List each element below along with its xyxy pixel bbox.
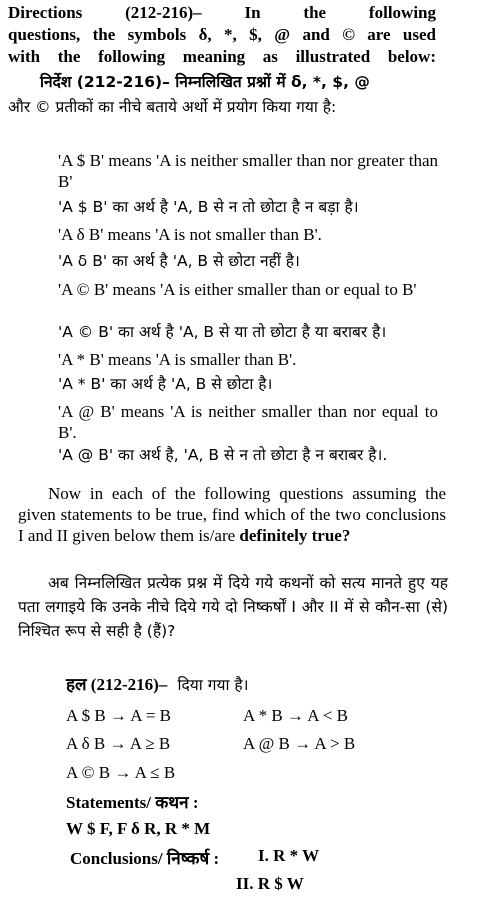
directions-hi-line-2: और © प्रतीकों का नीचे बताये अर्थो में प्रयोग किया गया है: bbox=[8, 98, 337, 116]
conclusion-2: II. R $ W bbox=[236, 874, 304, 893]
definition-en: 'A * B' means 'A is smaller than B'. bbox=[58, 350, 297, 369]
mapping-item: A $ B → A = B bbox=[66, 706, 172, 725]
mapping-item: A © B → A ≤ B bbox=[66, 763, 176, 782]
definition-en: 'A δ B' means 'A is not smaller than B'. bbox=[58, 225, 322, 244]
definition-en: 'A @ B' means 'A is neither smaller than nor equal to B'. bbox=[58, 402, 438, 442]
directions-hi-line-1: निर्देश (212-216)– निम्नलिखित प्रश्नों में δ, *, $, @ bbox=[40, 73, 370, 91]
definition-en: 'A $ B' means 'A is neither smaller than nor greater than B' bbox=[58, 151, 438, 191]
solution-heading-label: हल (212-216)– bbox=[66, 675, 168, 694]
mapping-item: A δ B → A ≥ B bbox=[66, 734, 171, 753]
solution-heading-text: दिया गया है। bbox=[177, 676, 249, 694]
directions-en-line-1: Directions (212-216)– In the following bbox=[8, 3, 436, 22]
directions-en-line-2: questions, the symbols δ, *, $, @ and © are used bbox=[8, 25, 436, 44]
definition-hi: 'A * B' का अर्थ है 'A, B से छोटा है। bbox=[58, 375, 273, 393]
definition-hi: 'A © B' का अर्थ है 'A, B से या तो छोटा है या बराबर है। bbox=[58, 323, 387, 341]
directions-en-line-3: with the following meaning as illustrated below: bbox=[8, 47, 436, 66]
mapping-item: A @ B → A > B bbox=[243, 734, 356, 753]
solution-heading bbox=[66, 672, 249, 695]
question-hi: अब निम्नलिखित प्रत्येक प्रश्न में दिये गये कथनों को सत्य मानते हुए यह पता लगाइये कि उनके नीचे दिये गये दो निष्कर्षों I और II में से कौन-सा (से) निश्चित रूप से सही है (हैं)? bbox=[18, 574, 448, 640]
definition-en: 'A © B' means 'A is either smaller than or equal to B' bbox=[58, 280, 417, 299]
question-en-emphasis: definitely true? bbox=[239, 526, 351, 545]
conclusions-label: Conclusions/ निष्कर्ष : bbox=[70, 849, 220, 868]
definition-hi: 'A δ B' का अर्थ है 'A, B से छोटा नहीं है। bbox=[58, 252, 300, 270]
conclusion-1: I. R * W bbox=[258, 846, 320, 865]
definition-hi: 'A $ B' का अर्थ है 'A, B से न तो छोटा है न बड़ा है। bbox=[58, 198, 359, 216]
mapping-item: A * B → A < B bbox=[243, 706, 349, 725]
statements-label: Statements/ कथन : bbox=[66, 793, 199, 812]
definition-hi: 'A @ B' का अर्थ है, 'A, B से न तो छोटा है न बराबर है।. bbox=[58, 446, 388, 464]
question-en-text: Now in each of the following questions assuming the given statements to be true, find which of the two conclusions I and II given below them is/are bbox=[18, 484, 446, 545]
statements-value: W $ F, F δ R, R * M bbox=[66, 819, 211, 838]
question-en bbox=[18, 483, 446, 546]
